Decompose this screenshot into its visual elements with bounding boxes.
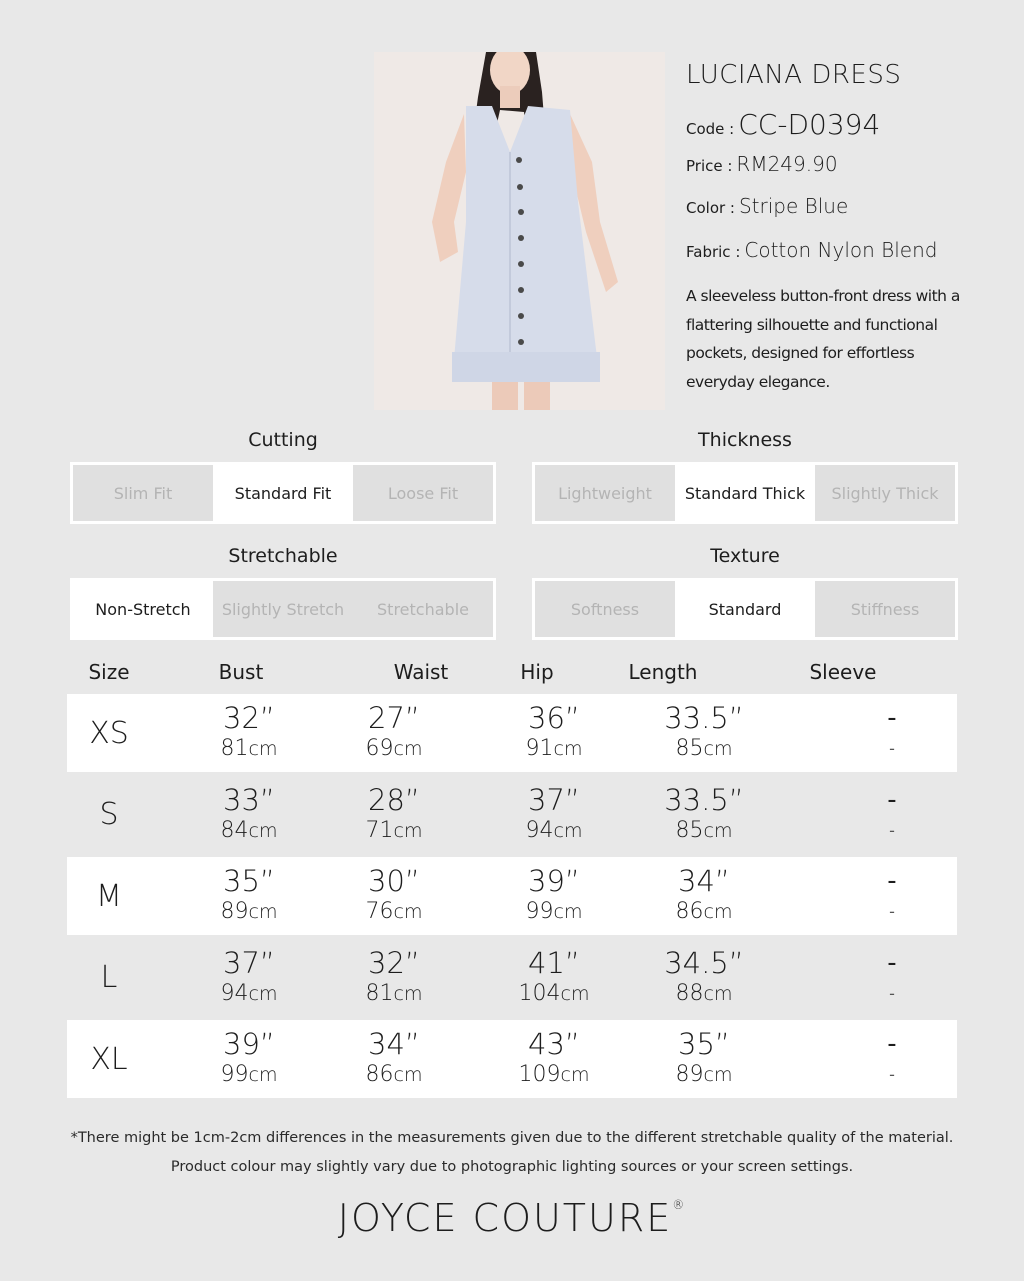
length-cm-unit: cm	[703, 1064, 733, 1086]
length-cm-value: 89	[675, 1062, 704, 1087]
cutting-attribute	[70, 428, 496, 524]
waist-cell	[339, 694, 449, 772]
cutting-title: Cutting	[248, 429, 318, 451]
length-cm-value: 85	[675, 817, 704, 843]
disclaimer-notes	[0, 1124, 1024, 1182]
sleeve-cell	[862, 935, 922, 1020]
cutting-option-standard-fit: Standard Fit	[213, 465, 353, 521]
bust-cm-value: 99	[220, 1062, 249, 1087]
product-code-row	[686, 108, 986, 148]
texture-option-softness: Softness	[570, 599, 640, 619]
hip-cell	[499, 772, 609, 857]
sleeve-inch: -	[887, 866, 897, 896]
note-measurement: *There might be 1cm-2cm differences in the measurements given due to the different stretchable quality of the material.	[70, 1130, 954, 1146]
size-table	[67, 660, 957, 1098]
bust-cell	[194, 935, 304, 1020]
bust-cm	[221, 979, 278, 1009]
sleeve-cm: -	[889, 1065, 895, 1084]
waist-cm-unit: cm	[393, 738, 423, 760]
waist-cm-unit: cm	[393, 901, 423, 923]
waist-cm-unit: cm	[393, 982, 423, 1005]
hip-cm	[519, 979, 590, 1009]
hip-cm-value: 99	[525, 899, 554, 924]
bust-cm-unit: cm	[248, 1064, 278, 1086]
length-cell	[649, 694, 759, 772]
product-fabric-row	[686, 238, 986, 280]
sleeve-cm: -	[889, 820, 895, 840]
hip-cm-unit: cm	[553, 738, 583, 760]
fabric-label: Fabric :	[686, 243, 741, 261]
hip-cm-unit: cm	[553, 901, 583, 923]
waist-cm-value: 71	[365, 817, 394, 843]
waist-cell	[339, 935, 449, 1020]
hip-cm-value: 91	[525, 736, 554, 761]
stretch-option-slightly-stretch: Slightly Stretch	[221, 599, 345, 619]
waist-cm	[366, 1060, 423, 1090]
length-cm-unit: cm	[703, 819, 733, 842]
waist-cell	[339, 857, 449, 935]
sleeve-inch: -	[887, 784, 897, 815]
stretchable-attribute	[70, 544, 496, 640]
bust-cm-unit: cm	[248, 901, 278, 923]
cutting-options	[70, 462, 496, 524]
waist-cell	[339, 772, 449, 857]
hip-cm-value: 104	[518, 980, 561, 1006]
bust-cm	[221, 897, 278, 927]
hip-cm-value: 109	[518, 1062, 561, 1087]
length-cell	[649, 1020, 759, 1098]
stretch-option-stretchable: Stretchable	[377, 599, 469, 619]
length-cm	[676, 979, 733, 1009]
length-inch: 34.5”	[664, 945, 744, 980]
brand-name: JOYCE COUTURE	[337, 1196, 673, 1240]
waist-inch: 30”	[368, 864, 420, 898]
hip-cell	[499, 1020, 609, 1098]
hip-inch: 36”	[528, 701, 580, 735]
size-row-m	[67, 857, 957, 935]
bust-inch: 39”	[223, 1027, 275, 1061]
thickness-options	[532, 462, 958, 524]
waist-cm-unit: cm	[393, 1064, 423, 1086]
waist-cell	[339, 1020, 449, 1098]
sleeve-cell	[862, 694, 922, 772]
length-cm-unit: cm	[703, 901, 733, 923]
brand-logo	[0, 1196, 1024, 1240]
length-cm-value: 85	[675, 736, 704, 761]
waist-cm	[366, 734, 423, 764]
bust-cm-unit: cm	[248, 819, 278, 842]
waist-cm-value: 76	[365, 899, 394, 924]
hip-cm	[519, 1060, 590, 1090]
header-sleeve: Sleeve	[809, 660, 877, 684]
bust-cm	[221, 816, 278, 846]
bust-inch: 33”	[223, 782, 275, 817]
thickness-option-lightweight: Lightweight	[558, 483, 652, 503]
waist-inch: 28”	[368, 782, 420, 817]
length-cm-value: 86	[675, 899, 704, 924]
hip-inch: 43”	[528, 1027, 580, 1061]
hip-cell	[499, 857, 609, 935]
product-color-row	[686, 194, 986, 238]
size-row-s	[67, 772, 957, 857]
waist-inch: 27”	[368, 701, 420, 735]
code-label: Code :	[686, 120, 735, 138]
bust-cm-value: 89	[220, 899, 249, 924]
size-label: XL	[90, 1041, 128, 1077]
hip-inch: 39”	[528, 864, 580, 898]
size-row-xs	[67, 694, 957, 772]
sleeve-cell	[862, 857, 922, 935]
product-fabric: Cotton Nylon Blend	[744, 238, 938, 262]
bust-inch: 37”	[223, 945, 275, 980]
hip-cm-unit: cm	[560, 1064, 590, 1086]
length-cell	[649, 772, 759, 857]
bust-cm-value: 81	[220, 736, 249, 761]
waist-cm-unit: cm	[393, 819, 423, 842]
bust-cell	[194, 857, 304, 935]
size-label: L	[100, 960, 118, 995]
hip-cm-unit: cm	[560, 982, 590, 1005]
cutting-option-slim-fit: Slim Fit	[113, 483, 173, 503]
texture-title: Texture	[710, 545, 780, 567]
length-cell	[649, 935, 759, 1020]
bust-cm-value: 84	[220, 817, 249, 843]
hip-cm	[526, 897, 583, 927]
waist-inch: 34”	[368, 1027, 420, 1061]
registered-mark: ®	[672, 1198, 687, 1212]
price-label: Price :	[686, 157, 733, 175]
size-label: S	[99, 797, 119, 832]
hip-inch: 41”	[528, 945, 580, 980]
length-inch: 35”	[678, 1027, 730, 1061]
stretch-option-non-stretch: Non-Stretch	[73, 581, 213, 637]
length-inch: 34”	[678, 864, 730, 898]
length-cm-value: 88	[675, 980, 704, 1006]
length-inch: 33.5”	[664, 701, 744, 735]
color-label: Color :	[686, 199, 735, 217]
size-table-header	[67, 660, 957, 694]
header-length: Length	[628, 660, 698, 684]
sleeve-inch: -	[887, 1029, 897, 1059]
header-hip: Hip	[520, 660, 554, 684]
hip-cell	[499, 935, 609, 1020]
waist-cm-value: 69	[365, 736, 394, 761]
length-cm	[676, 816, 733, 846]
waist-cm-value: 81	[365, 980, 394, 1006]
texture-attribute	[532, 544, 958, 640]
sleeve-cm: -	[889, 739, 895, 758]
hip-cm-unit: cm	[553, 819, 583, 842]
sleeve-inch: -	[887, 703, 897, 733]
length-cm	[676, 1060, 733, 1090]
length-cm-unit: cm	[703, 982, 733, 1005]
product-color: Stripe Blue	[738, 194, 849, 218]
waist-cm-value: 86	[365, 1062, 394, 1087]
stretchable-title: Stretchable	[228, 545, 338, 567]
hip-cm-value: 94	[525, 817, 554, 843]
header-waist: Waist	[393, 660, 449, 684]
bust-cm-unit: cm	[248, 738, 278, 760]
hip-inch: 37”	[528, 782, 580, 817]
length-cm-unit: cm	[703, 738, 733, 760]
size-label: M	[96, 878, 122, 914]
header-size: Size	[88, 660, 130, 684]
product-code: CC-D0394	[738, 108, 881, 141]
bust-cell	[194, 1020, 304, 1098]
sleeve-cell	[862, 772, 922, 857]
waist-cm	[366, 897, 423, 927]
sleeve-cm: -	[889, 983, 895, 1003]
thickness-attribute	[532, 428, 958, 524]
stretchable-options	[70, 578, 496, 640]
cutting-option-loose-fit: Loose Fit	[387, 483, 459, 503]
bust-cm	[221, 1060, 278, 1090]
product-price: RM249.90	[736, 152, 838, 176]
length-cm	[676, 897, 733, 927]
length-inch: 33.5”	[664, 782, 744, 817]
texture-options	[532, 578, 958, 640]
size-table-body	[67, 694, 957, 1098]
note-colour: Product colour may slightly vary due to photographic lighting sources or your screen settings.	[170, 1159, 854, 1175]
bust-inch: 35”	[223, 864, 275, 898]
size-row-l	[67, 935, 957, 1020]
sleeve-inch: -	[887, 947, 897, 978]
bust-cm-unit: cm	[248, 982, 278, 1005]
length-cm	[676, 734, 733, 764]
product-info	[686, 60, 986, 396]
hip-cm	[526, 734, 583, 764]
texture-option-standard: Standard	[675, 581, 815, 637]
thickness-option-slightly-thick: Slightly Thick	[831, 483, 939, 503]
size-row-xl	[67, 1020, 957, 1098]
waist-cm	[366, 979, 423, 1009]
product-name: LUCIANA DRESS	[686, 60, 902, 90]
hip-cm	[526, 816, 583, 846]
bust-cell	[194, 694, 304, 772]
texture-option-stiffness: Stiffness	[850, 599, 920, 619]
sleeve-cm: -	[889, 902, 895, 921]
sleeve-cell	[862, 1020, 922, 1098]
bust-cm-value: 94	[220, 980, 249, 1006]
product-photo	[374, 52, 665, 410]
thickness-title: Thickness	[698, 429, 792, 451]
bust-inch: 32”	[223, 701, 275, 735]
bust-cell	[194, 772, 304, 857]
bust-cm	[221, 734, 278, 764]
size-label: XS	[89, 715, 129, 751]
hip-cell	[499, 694, 609, 772]
product-description: A sleeveless button-front dress with a flattering silhouette and functional pockets, designed for effortless everyday elegance.	[686, 287, 960, 391]
header-bust: Bust	[218, 660, 264, 684]
waist-cm	[366, 816, 423, 846]
thickness-option-standard-thick: Standard Thick	[675, 465, 815, 521]
length-cell	[649, 857, 759, 935]
waist-inch: 32”	[368, 945, 420, 980]
product-price-row	[686, 152, 986, 194]
